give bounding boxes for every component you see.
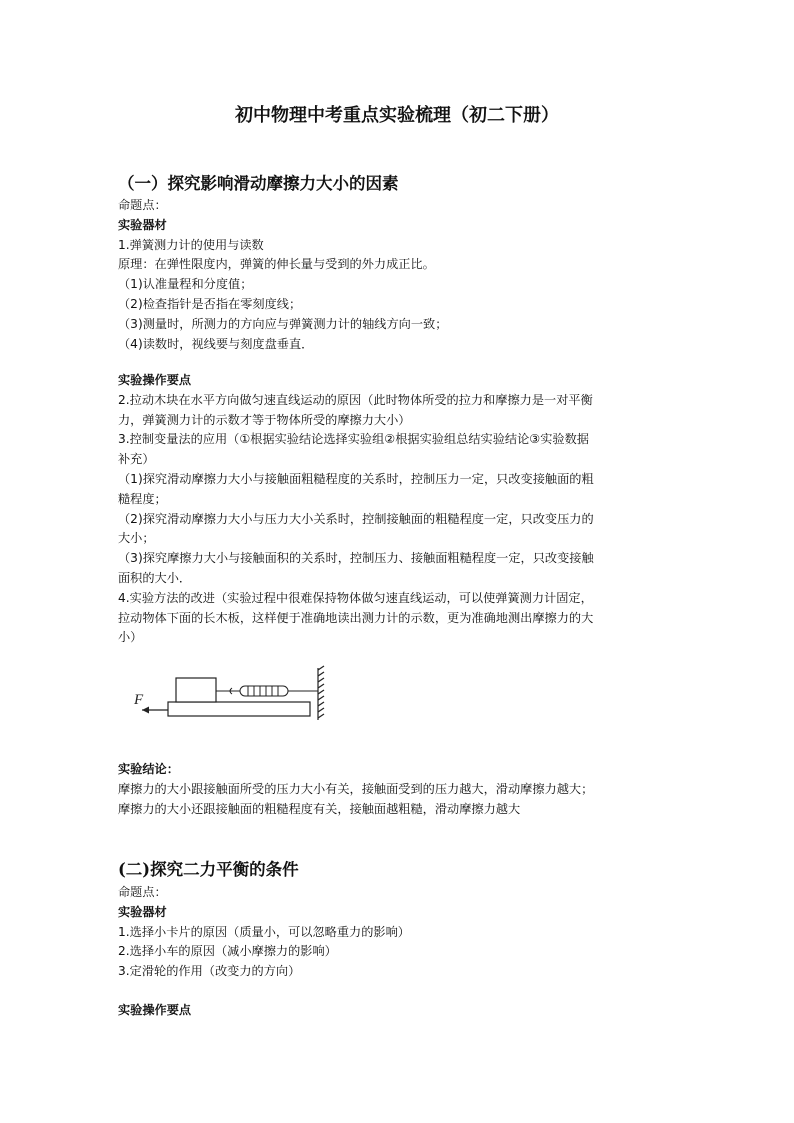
materials-line: 1.选择小卡片的原因（质量小，可以忽略重力的影响）	[118, 924, 410, 939]
proposition-label: 命题点：	[118, 198, 167, 212]
operation-line: 3.控制变量法的应用（①根据实验结论选择实验组②根据实验组总结实验结论③实验数据	[118, 432, 589, 447]
document-title: 初中物理中考重点实验梳理（初二下册）	[235, 105, 559, 126]
spring-scale	[240, 686, 288, 696]
conclusion-line: 摩擦力的大小还跟接触面的粗糙程度有关，接触面越粗糙，滑动摩擦力越大	[118, 801, 521, 816]
section-1-heading: （一）探究影响滑动摩擦力大小的因素	[118, 174, 399, 193]
wooden-block	[176, 678, 216, 702]
materials-line: （1)认准量程和分度值；	[118, 277, 253, 292]
section-1-operation	[118, 371, 678, 648]
operation-line: 力，弹簧测力计的示数才等于物体所受的摩擦力大小）	[118, 412, 411, 427]
operation-line: 面积的大小．	[118, 570, 192, 585]
operation-line: 拉动物体下面的长木板，这样便于准确地读出测力计的示数，更为准确地测出摩擦力的大	[118, 610, 594, 625]
conclusion-line: 摩擦力的大小跟接触面所受的压力大小有关，接触面受到的压力越大，滑动摩擦力越大；	[118, 781, 594, 796]
operation-line: （1)探究滑动摩擦力大小与接触面粗糙程度的关系时，控制压力一定，只改变接触面的粗	[118, 471, 594, 486]
operation-line: 4.实验方法的改进（实验过程中很难保持物体做匀速直线运动，可以使弹簧测力计固定，	[118, 590, 593, 605]
fixed-wall	[318, 666, 324, 720]
materials-line: （4)读数时，视线要与刻度盘垂直．	[118, 336, 314, 351]
materials-line: 2.选择小车的原因（减小摩擦力的影响）	[118, 944, 337, 959]
section-2-materials	[118, 883, 678, 982]
operation-line: 补充）	[118, 452, 155, 467]
long-board	[168, 702, 310, 716]
operation-line: 小）	[118, 630, 143, 645]
materials-line: 3.定滑轮的作用（改变力的方向）	[118, 964, 301, 979]
materials-line: （3)测量时，所测力的方向应与弹簧测力计的轴线方向一致；	[118, 316, 448, 331]
operation-line: 2.拉动木块在水平方向做匀速直线运动的原因（此时物体所受的拉力和摩擦力是一对平衡	[118, 392, 593, 407]
operation-line: （2)探究滑动摩擦力大小与压力大小关系时，控制接触面的粗糙程度一定，只改变压力的	[118, 511, 594, 526]
materials-line: 原理：在弹性限度内，弹簧的伸长量与受到的外力成正比。	[118, 257, 435, 272]
section-1-conclusion	[118, 760, 678, 819]
friction-experiment-diagram	[128, 664, 332, 724]
operation-line: （3)探究摩擦力大小与接触面积的关系时，控制压力、接触面粗糙程度一定，只改变接触	[118, 551, 594, 566]
force-label: F	[134, 692, 144, 708]
section-2-heading: (二)探究二力平衡的条件	[118, 860, 299, 879]
operation-label: 实验操作要点	[118, 373, 192, 387]
section-1-materials	[118, 196, 678, 354]
operation-line: 糙程度；	[118, 491, 167, 506]
proposition-label: 命题点：	[118, 885, 167, 899]
operation-label: 实验操作要点	[118, 1003, 192, 1017]
materials-label: 实验器材	[118, 904, 167, 919]
materials-line: （2)检查指针是否指在零刻度线；	[118, 296, 302, 311]
section-2-operation	[118, 1001, 678, 1021]
materials-line: 1.弹簧测力计的使用与读数	[118, 237, 264, 252]
conclusion-label: 实验结论：	[118, 762, 179, 776]
operation-line: 大小；	[118, 531, 155, 546]
materials-label: 实验器材	[118, 217, 167, 232]
